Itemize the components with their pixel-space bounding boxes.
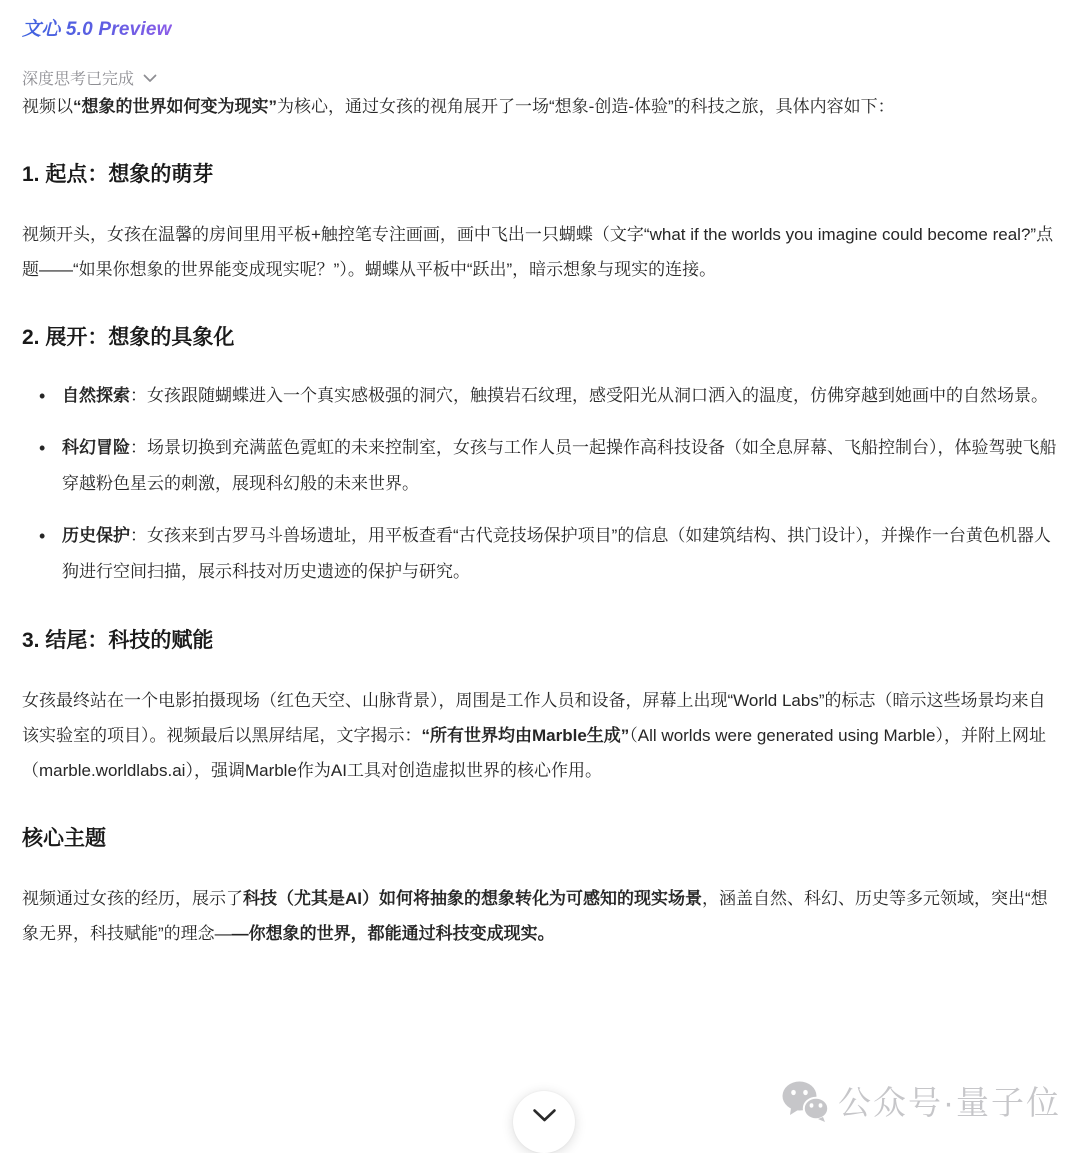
section-heading-origin: 1. 起点：想象的萌芽	[22, 163, 214, 186]
wechat-icon	[781, 1079, 829, 1123]
section-ending-paragraph: 女孩最终站在一个电影拍摄现场（红色天空、山脉背景），周围是工作人员和设备，屏幕上出现“World Labs”的标志（暗示这些场景均来自该实验室的项目）。视频最后以黑屏结尾，文字揭示：“所有世界均由Marble生成”（All worlds were generated using Marble），并附上网址（marble.worldlabs.ai），强调Marble作为AI工具对创造虚拟世界的核心作用。	[22, 691, 1046, 780]
list-item-nature: • 自然探索：女孩跟随蝴蝶进入一个真实感极强的洞穴，触摸岩石纹理，感受阳光从洞口洒入的温度，仿佛穿越到她画中的自然场景。	[22, 378, 1058, 414]
section-heading-ending: 3. 结尾：科技的赋能	[22, 629, 214, 652]
model-name-label: 文心 5.0 Preview	[22, 14, 172, 41]
watermark	[781, 1077, 1061, 1124]
section-origin-paragraph: 视频开头，女孩在温馨的房间里用平板+触控笔专注画画，画中飞出一只蝴蝶（文字“what if the worlds you imagine could become real?”点题——“如果你想象的世界能变成现实呢？”）。蝴蝶从平板中“跃出”，暗示想象与现实的连接。	[22, 225, 1054, 279]
chevron-down-icon	[143, 74, 157, 83]
thinking-toggle[interactable]	[22, 66, 157, 89]
core-theme-paragraph: 视频通过女孩的经历，展示了科技（尤其是AI）如何将抽象的想象转化为可感知的现实场景，涵盖自然、科幻、历史等多元领域，突出“想象无界，科技赋能”的理念——你想象的世界，都能通过科技变成现实。	[22, 889, 1048, 943]
bullet-list	[22, 378, 1058, 590]
section-heading-core-theme: 核心主题	[22, 827, 106, 850]
watermark-text: 公众号·量子位	[838, 1084, 1061, 1121]
section-heading-development: 2. 展开：想象的具象化	[22, 326, 235, 349]
chevron-down-icon	[532, 1108, 557, 1123]
intro-paragraph: 视频以“想象的世界如何变为现实”为核心，通过女孩的视角展开了一场“想象-创造-体验”的科技之旅，具体内容如下：	[22, 97, 895, 116]
thinking-status-label: 深度思考已完成	[22, 71, 135, 88]
list-item-scifi: • 科幻冒险：场景切换到充满蓝色霓虹的未来控制室，女孩与工作人员一起操作高科技设备（如全息屏幕、飞船控制台），体验驾驶飞船穿越粉色星云的刺激，展现科幻般的未来世界。	[22, 430, 1058, 502]
list-item-history: • 历史保护：女孩来到古罗马斗兽场遗址，用平板查看“古代竞技场保护项目”的信息（如建筑结构、拱门设计），并操作一台黄色机器人狗进行空间扫描，展示科技对历史遗迹的保护与研究。	[22, 518, 1058, 590]
scroll-to-bottom-button[interactable]	[513, 1091, 575, 1153]
